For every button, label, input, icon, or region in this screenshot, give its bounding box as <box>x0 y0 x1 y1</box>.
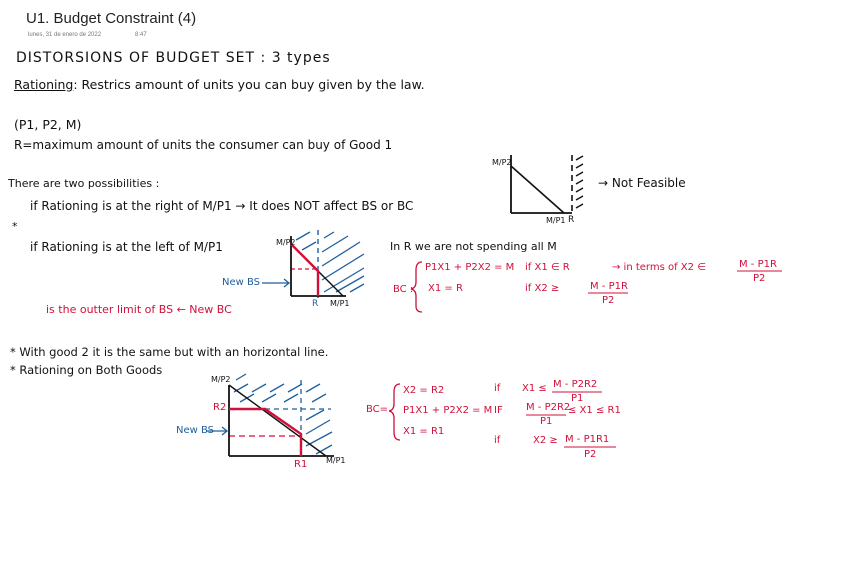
bc-cond-2: if X2 ≥ <box>525 283 560 294</box>
bc2-cond-2-rhs: ≤ X1 ≤ R1 <box>568 405 621 416</box>
params-line: (P1, P2, M) <box>14 117 82 132</box>
bc-frac-num: M - P1R <box>739 259 777 270</box>
bc-eq-budget: P1X1 + P2X2 = M <box>425 262 515 273</box>
bc2-cond-3-den: P2 <box>584 449 597 460</box>
bc-label: BC : <box>393 284 414 295</box>
g1-y-label: M/P2 <box>492 158 512 167</box>
new-bs-label: New BS <box>222 277 261 288</box>
bc2-eq-1: X2 = R2 <box>403 385 445 396</box>
bc2-eq-3: X1 = R1 <box>403 426 445 437</box>
in-r-note: In R we are not spending all M <box>390 240 557 253</box>
bc2-if-3: if <box>494 435 501 446</box>
rationing-term: Rationing <box>14 77 74 92</box>
page-date: lunes, 31 de enero de 2022 <box>28 32 102 38</box>
g3-x-label: M/P1 <box>326 456 346 465</box>
bc2-cond-2-den: P1 <box>540 416 553 427</box>
bc-frac-den: P2 <box>753 273 766 284</box>
g2-x-label: M/P1 <box>330 299 350 308</box>
bc2-if-2: IF <box>494 405 503 416</box>
case-right: if Rationing is at the right of M/P1 → It does NOT affect BS or BC <box>30 199 414 213</box>
g3-r2-label: R2 <box>213 402 227 413</box>
rationing-definition: : Restrics amount of units you can buy given by the law. <box>73 77 425 92</box>
g1-r-label: R <box>568 215 575 225</box>
bc2-label: BC= <box>366 404 389 415</box>
bc2-cond-1-num: M - P2R2 <box>553 379 598 390</box>
star-bullet: * <box>12 220 18 233</box>
g2-r-label: R <box>312 299 319 309</box>
two-possibilities: There are two possibilities : <box>8 177 160 190</box>
bc-eq-rationing: X1 = R <box>428 283 463 294</box>
bc-terms-x2: → in terms of X2 ∈ <box>612 262 706 273</box>
bc-cond-2-num: M - P1R <box>590 281 628 292</box>
bc2-cond-3-num: M - P1R1 <box>565 434 610 445</box>
page-title: U1. Budget Constraint (4) <box>26 10 197 27</box>
section-heading: DISTORSIONS OF BUDGET SET : 3 types <box>16 50 331 66</box>
good2-note: * With good 2 it is the same but with an horizontal line. <box>10 345 329 359</box>
bc2-cond-3-lhs: X2 ≥ <box>533 435 558 446</box>
outer-limit-note: is the outter limit of BS ← New BC <box>46 303 232 316</box>
new-bs-label-2: New BS <box>176 425 215 436</box>
r-definition: R=maximum amount of units the consumer can buy of Good 1 <box>14 138 393 152</box>
g3-r1-label: R1 <box>294 459 308 470</box>
bc2-if-1: if <box>494 383 501 394</box>
page-time: 8:47 <box>135 32 147 38</box>
both-goods-note: * Rationing on Both Goods <box>10 363 163 377</box>
case-left: if Rationing is at the left of M/P1 <box>30 240 223 254</box>
not-feasible-label: → Not Feasible <box>598 176 686 190</box>
bc2-cond-1-lhs: X1 ≤ <box>522 383 547 394</box>
bc2-eq-2: P1X1 + P2X2 = M <box>403 405 493 416</box>
bc-cond-1: if X1 ∈ R <box>525 262 570 273</box>
g3-y-label: M/P2 <box>211 375 231 384</box>
bc2-cond-1-den: P1 <box>571 393 584 404</box>
bc2-cond-2-num: M - P2R2 <box>526 402 571 413</box>
g2-y-label: M/P2 <box>276 238 296 247</box>
g1-x-label: M/P1 <box>546 216 566 225</box>
bc-cond-2-den: P2 <box>602 295 615 306</box>
